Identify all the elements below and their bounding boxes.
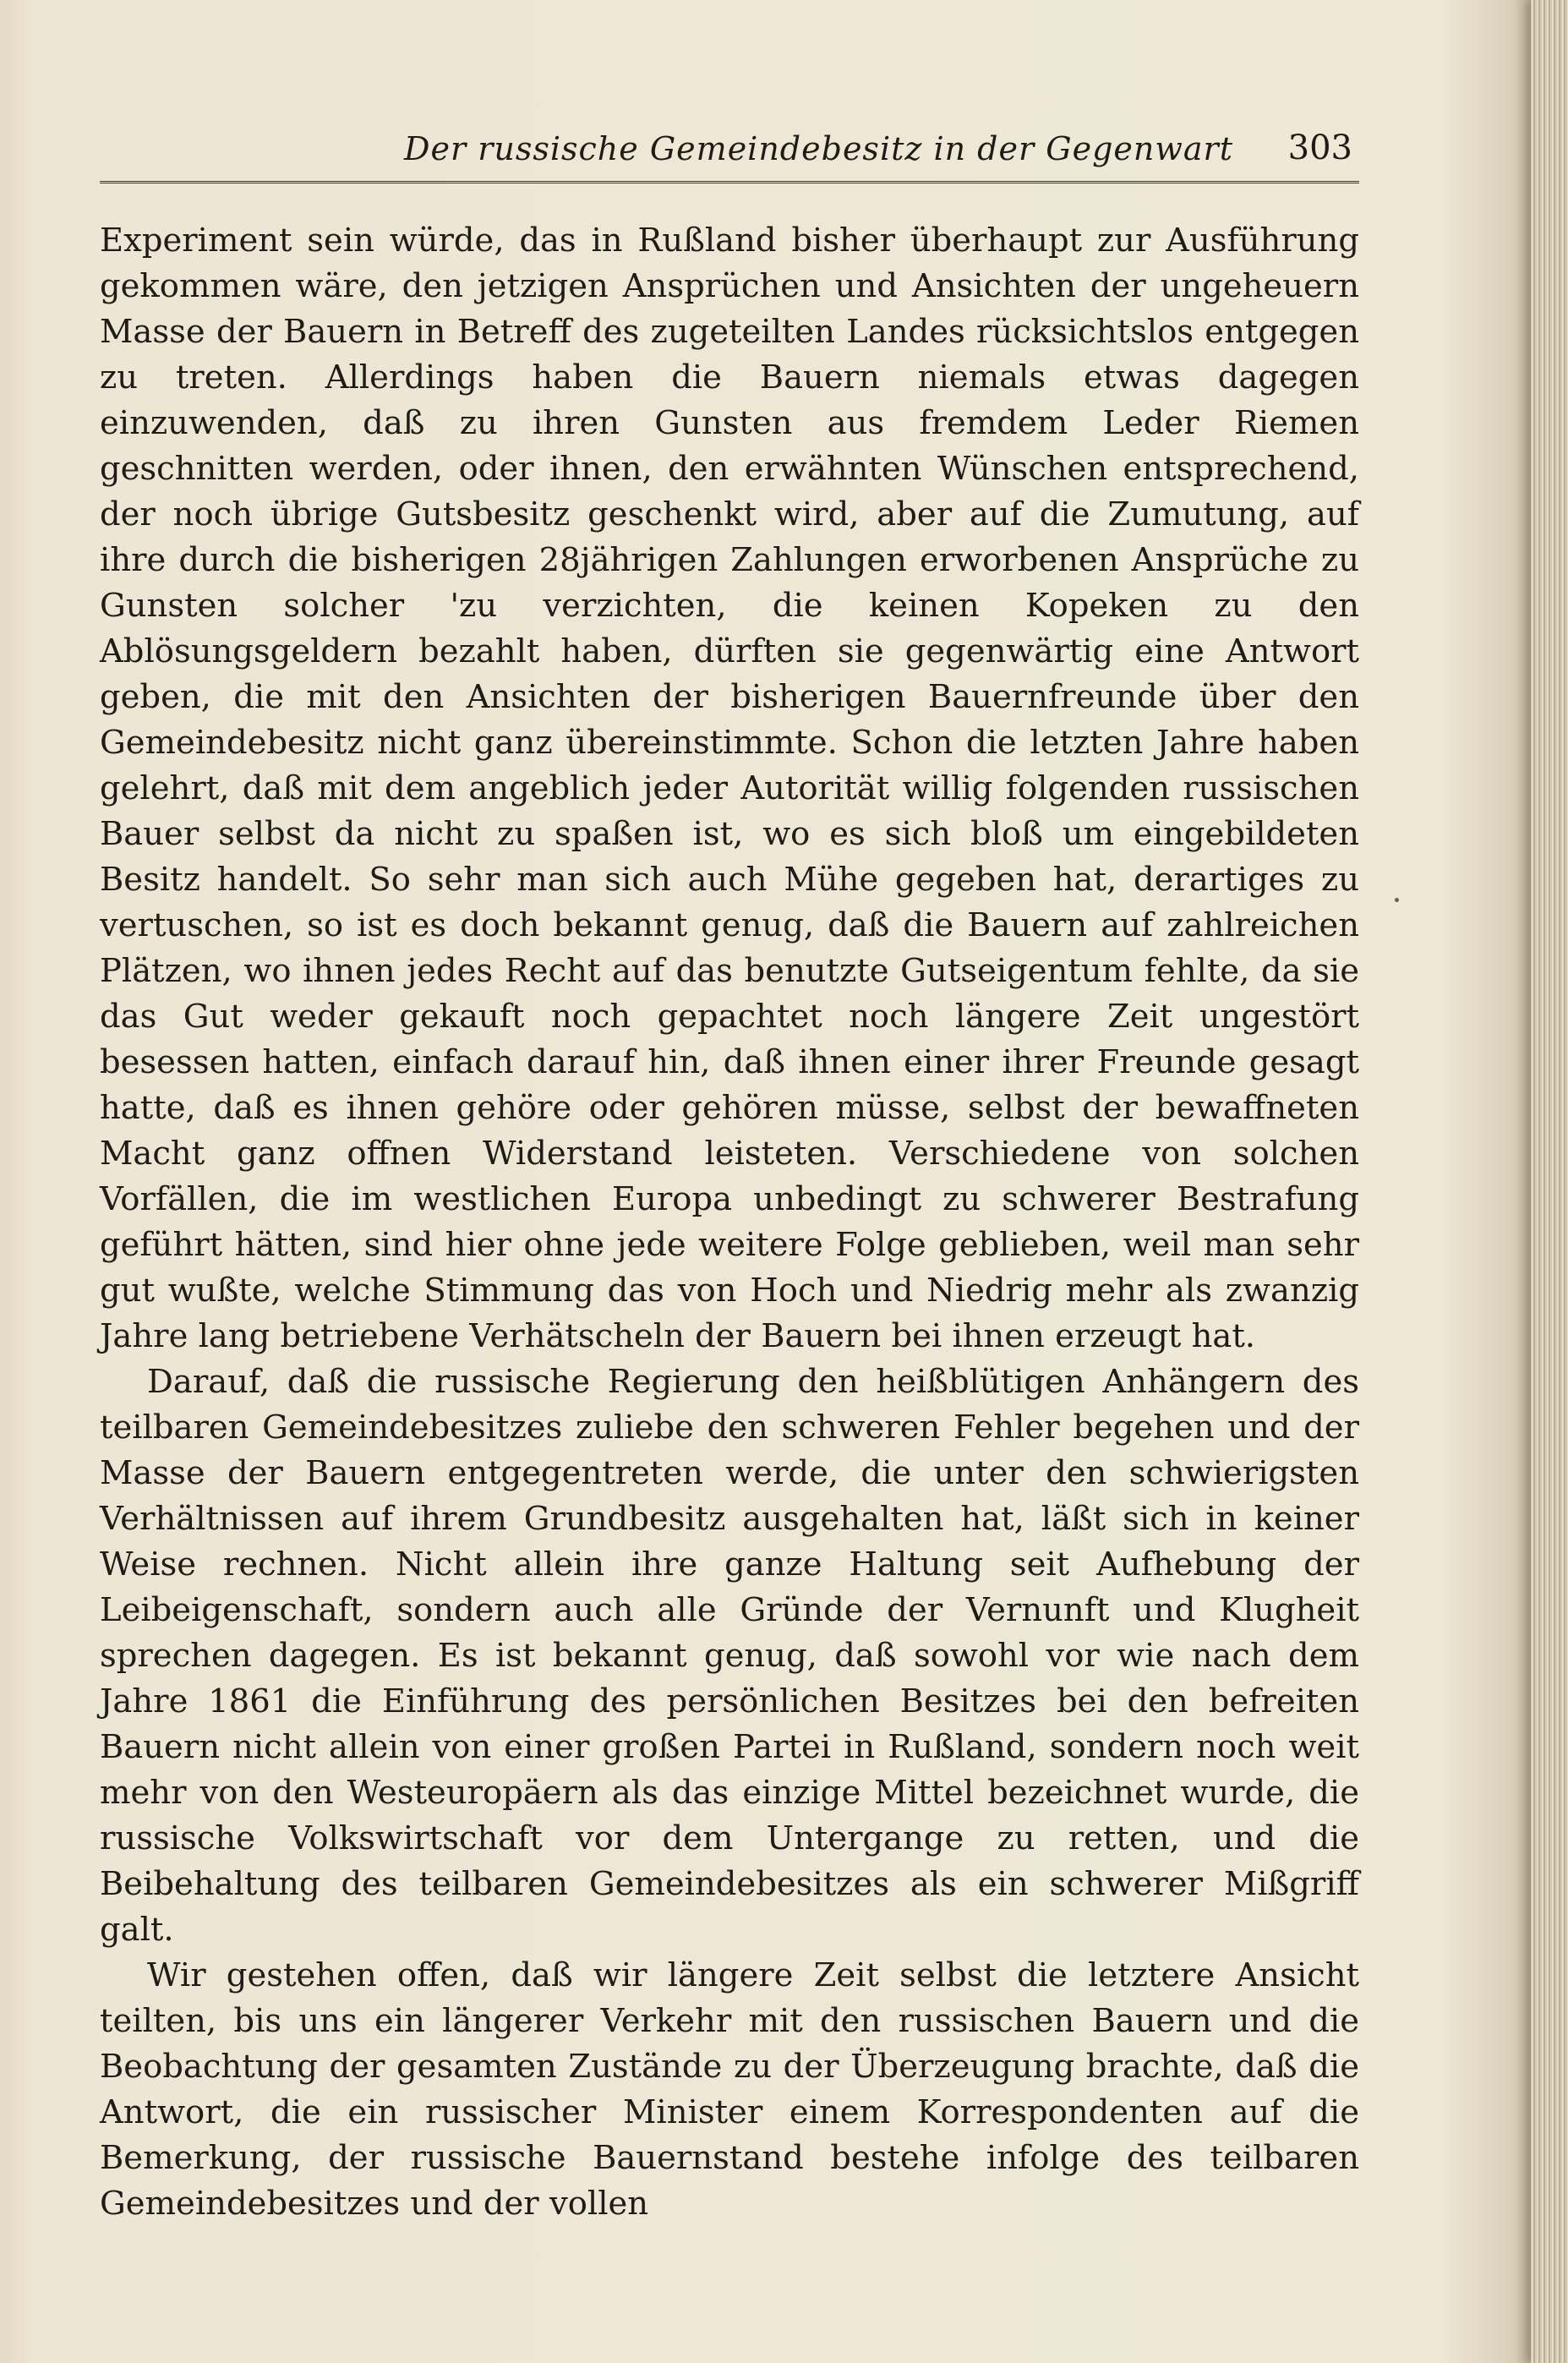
page-header	[100, 127, 1359, 183]
book-page-edges	[1531, 0, 1568, 2363]
ink-speck	[1395, 898, 1399, 902]
running-title: Der russische Gemeindebesitz in der Gegenwart	[404, 130, 1233, 167]
paragraph-2: Darauf, daß die russische Regierung den heißblütigen Anhängern des teilbaren Gemeindebesitzes zuliebe den schweren Fehler begehen und der Masse der Bauern entgegentreten werde, die unter den schwierigsten Verhältnissen auf ihrem Grundbesitz ausgehalten hat, läßt sich in keiner Weise rechnen. Nicht allein ihre ganze Haltung seit Aufhebung der Leibeigenschaft, sondern auch alle Gründe der Vernunft und Klugheit sprechen dagegen. Es ist bekannt genug, daß sowohl vor wie nach dem Jahre 1861 die Einführung des persönlichen Besitzes bei den befreiten Bauern nicht allein von einer großen Partei in Rußland, sondern noch weit mehr von den Westeuropäern als das einzige Mittel bezeichnet wurde, die russische Volkswirtschaft vor dem Untergange zu retten, und die Beibehaltung des teilbaren Gemeindebesitzes als ein schwerer Mißgriff galt.	[100, 1363, 1359, 1949]
page-number: 303	[1287, 129, 1352, 167]
paragraph-1: Experiment sein würde, das in Rußland bisher überhaupt zur Ausführung gekommen wäre, den jetzigen Ansprüchen und Ansichten der ungeheuern Masse der Bauern in Betreff des zugeteilten Landes rücksichtslos entgegen zu treten. Allerdings haben die Bauern niemals etwas dagegen einzuwenden, daß zu ihren Gunsten aus fremdem Leder Riemen geschnitten werden, oder ihnen, den erwähnten Wünschen entsprechend, der noch übrige Gutsbesitz geschenkt wird, aber auf die Zumutung, auf ihre durch die bisherigen 28jährigen Zahlungen erworbenen Ansprüche zu Gunsten solcher 'zu verzichten, die keinen Kopeken zu den Ablösungsgeldern bezahlt haben, dürften sie gegenwärtig eine Antwort geben, die mit den Ansichten der bisherigen Bauernfreunde über den Gemeindebesitz nicht ganz übereinstimmte. Schon die letzten Jahre haben gelehrt, daß mit dem angeblich jeder Autorität willig folgenden russischen Bauer selbst da nicht zu spaßen ist, wo es sich bloß um eingebildeten Besitz handelt. So sehr man sich auch Mühe gegeben hat, derartiges zu vertuschen, so ist es doch bekannt genug, daß die Bauern auf zahlreichen Plätzen, wo ihnen jedes Recht auf das benutzte Gutseigentum fehlte, da sie das Gut weder gekauft noch gepachtet noch längere Zeit ungestört besessen hatten, einfach darauf hin, daß ihnen einer ihrer Freunde gesagt hatte, daß es ihnen gehöre oder gehören müsse, selbst der bewaffneten Macht ganz offnen Widerstand leisteten. Verschiedene von solchen Vorfällen, die im westlichen Europa unbedingt zu schwerer Bestrafung geführt hätten, sind hier ohne jede weitere Folge geblieben, weil man sehr gut wußte, welche Stimmung das von Hoch und Niedrig mehr als zwanzig Jahre lang betriebene Verhätscheln der Bauern bei ihnen erzeugt hat.	[100, 222, 1359, 1355]
paragraph-3: Wir gestehen offen, daß wir längere Zeit selbst die letztere Ansicht teilten, bis uns ein längerer Verkehr mit den russischen Bauern und die Beobachtung der gesamten Zustände zu der Überzeugung brachte, daß die Antwort, die ein russischer Minister einem Korrespondenten auf die Bemerkung, der russische Bauernstand bestehe infolge des teilbaren Gemeindebesitzes und der vollen	[100, 1956, 1359, 2223]
body-text	[100, 218, 1359, 2227]
